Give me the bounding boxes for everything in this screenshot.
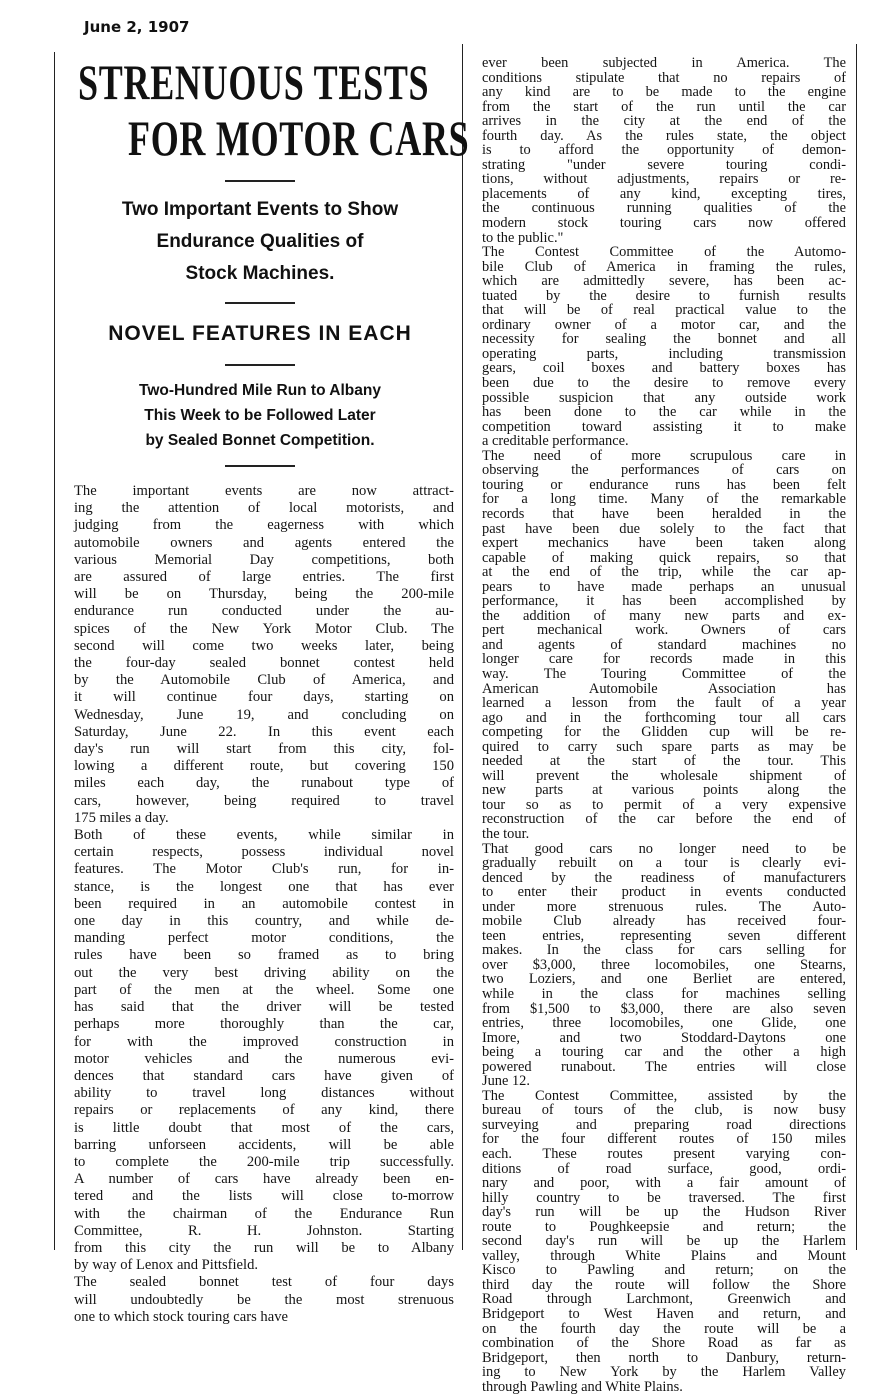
text-line: rules have been so framed as to bring [74,947,454,964]
text-line: automobile owners and agents entered the [74,534,454,551]
text-line: being a touring car and the other a high [482,1045,846,1060]
text-line: combination of the Shore Road as far as [482,1336,846,1351]
text-line: will prevent the wholesale shipment of [482,768,846,784]
text-line: dences that standard cars have given of [74,1067,454,1084]
text-line: nary and poor, with a fair amount of [482,1176,846,1191]
text-line: placements of any kind, excepting tires, [482,186,846,202]
paragraph [474,245,846,449]
text-line: barring unforseen accidents, will be able [74,1136,454,1153]
paragraph [66,1274,454,1326]
text-line: the tour. [482,826,530,842]
text-line: second will come two weeks later, being [74,637,454,654]
separator [225,465,295,467]
text-line: has been done to the car while in the [482,405,846,420]
text-line: third day the route will follow the Shore [482,1277,846,1293]
text-line: records that have been heralded in the [482,506,846,522]
right-column [474,56,846,1394]
text-line: on the fourth day the route will be a [482,1321,846,1337]
deck1-line-3: Stock Machines. [185,263,335,284]
text-line: tuated by the desire to furnish results [482,288,846,304]
text-line: over $3,000, three locomobiles, one Stearns, [482,957,846,973]
text-line: will be on Thursday, being the 200-mile [74,586,454,603]
text-line: touring or endurance runs has been felt [482,477,846,493]
text-line: conditions stipulate that no repairs of [482,70,846,86]
paragraph [66,827,454,1274]
text-line: through Pawling and White Plains. [482,1379,683,1394]
text-line: certain respects, possess individual novel [74,844,454,861]
text-line: day's run will start from this city, fol- [74,741,454,758]
text-line: longer care for records made in this [482,652,846,667]
text-line: powered runabout. The entries will close [482,1059,846,1075]
text-line: pears to have made perhaps an unusual [482,579,846,595]
text-line: been required in an automobile contest in [74,895,454,912]
left-column-rule [54,52,55,1250]
text-line: for with the improved construction in [74,1033,454,1050]
text-line: under more strenuous rules. The Auto- [482,899,846,915]
deck-subhead-3 [66,378,454,453]
text-line: endurance run conducted under the au- [74,603,454,620]
text-line: Bridgeport to West Haven and return, and [482,1307,846,1322]
text-line: will undoubtedly be the most strenuous [74,1291,454,1308]
text-line: part of the men at the wheel. Some one [74,981,454,998]
text-line: various Memorial Day competitions, both [74,551,454,568]
deck1-line-2: Endurance Qualities of [156,231,364,252]
text-line: needed at the start of the tour. This [482,754,846,769]
deck3-line-1: Two-Hundred Mile Run to Albany [139,382,381,399]
text-line: ditions of road surface, good, ordi- [482,1161,846,1177]
text-line: learned a lesson from the fault of a year [482,696,846,711]
paragraph [66,483,454,827]
deck3-line-3: by Sealed Bonnet Competition. [145,432,375,449]
text-line: That good cars no longer need to be [482,841,846,857]
text-line: possible suspicion that any outside work [482,390,846,406]
text-line: Committee, R. H. Johnston. Starting [74,1222,454,1239]
text-line: to enter their product in events conducted [482,885,846,900]
text-line: at the end of the trip, while the car ap- [482,565,846,580]
text-line: necessity for sealing the bonnet and all [482,332,846,347]
text-line: fourth day. As the rules state, the object [482,128,846,144]
text-line: new parts at various points along the [482,783,846,798]
text-line: that will be of real practical value to the [482,303,846,318]
text-line: lowing a different route, but covering 150 [74,758,454,775]
text-line: from this city the run will be to Albany [74,1239,454,1256]
text-line: spices of the New York Motor Club. The [74,620,454,637]
deck3-line-2: This Week to be Followed Later [144,407,376,424]
text-line: judging from the eagerness with which [74,517,454,534]
text-line: route to Poughkeepsie and return; the [482,1219,846,1235]
text-line: pert mechanical work. Owners of cars [482,623,846,638]
text-line: bureau of tours of the club, is now busy [482,1103,846,1118]
text-line: competing for the Glidden cup will be re- [482,725,846,740]
text-line: capable of making quick repairs, so that [482,550,846,566]
text-line: hilly country to be traversed. The first [482,1190,846,1206]
text-line: teen entries, representing seven different [482,928,846,944]
text-line: gears, coil boxes and battery boxes has [482,361,846,377]
text-line: strating "under severe touring condi- [482,157,846,173]
text-line: are assured of large entries. The first [74,569,454,586]
text-line: The need of more scrupulous care in [482,448,846,464]
text-line: Road through Larchmont, Greenwich and [482,1292,846,1308]
text-line: competition toward assisting it to make [482,419,846,435]
text-line: The Contest Committee, assisted by the [482,1088,846,1104]
headline-line-1: STRENUOUS TESTS [78,54,430,110]
text-line: Wednesday, June 19, and concluding on [74,706,454,723]
text-line: from the start of the run until the car [482,99,846,115]
paragraph [474,1089,846,1394]
text-line: a creditable performance. [482,434,629,449]
left-column [66,48,470,1326]
right-column-rule [856,44,857,1250]
text-line: June 12. [482,1074,530,1089]
text-line: miles each day, the runabout type of [74,775,454,792]
text-line: ing the attention of local motorists, and [74,500,454,517]
deck-subhead-1 [66,194,454,290]
text-line: Imore, and two Stoddard-Daytons one [482,1030,846,1046]
text-line: for a long time. Many of the remarkable [482,492,846,507]
text-line: ago and in the forthcoming tour all cars [482,710,846,726]
text-line: two Loziers, and one Berliet are entered, [482,972,846,987]
text-line: stance, is the longest one that has ever [74,878,454,895]
text-line: reconstruction of the car before the end of [482,812,846,827]
text-line: quired to carry such spare parts as may be [482,739,846,755]
text-line: ing to New York by the Harlem Valley [482,1365,846,1380]
text-line: by the Automobile Club of America, and [74,672,454,689]
text-line: each. These routes present varying con- [482,1147,846,1162]
text-line: tour so as to permit of a very expensive [482,797,846,813]
text-line: Both of these events, while similar in [74,827,454,844]
text-line: the addition of many new parts and ex- [482,608,846,624]
text-line: arrives in the city at the end of the [482,114,846,129]
headline-line-2: FOR MOTOR CARS [128,110,470,166]
text-line: any kind are to be made to the engine [482,85,846,100]
text-line: one to which stock touring cars have [74,1308,288,1325]
text-line: operating parts, including transmission [482,346,846,362]
article-body-right [474,56,846,1394]
text-line: which are admittedly severe, has been ac- [482,274,846,289]
text-line: denced by the readiness of manufacturers [482,870,846,886]
text-line: The important events are now attract- [74,483,454,499]
text-line: the continuous running qualities of the [482,201,846,217]
text-line: by way of Lenox and Pittsfield. [74,1257,259,1274]
paragraph [474,842,846,1089]
paragraph [474,56,846,245]
text-line: bile Club of America in framing the rules, [482,259,846,275]
text-line: day's run will be up the Hudson River [482,1205,846,1220]
text-line: has said that the driver will be tested [74,999,454,1016]
text-line: manding perfect motor conditions, the [74,930,454,947]
text-line: expert mechanics have been taken along [482,536,846,551]
text-line: Saturday, June 22. In this event each [74,723,454,740]
text-line: been due to the desire to remove every [482,376,846,391]
center-column-rule [462,44,463,1250]
text-line: way. The Touring Committee of the [482,666,846,682]
text-line: mobile Club already has received four- [482,914,846,929]
text-line: performance, it has been accomplished by [482,594,846,609]
text-line: the four-day sealed bonnet contest held [74,655,454,672]
text-line: entries, three locomobiles, one Glide, one [482,1016,846,1031]
text-line: surveying and preparing road directions [482,1117,846,1133]
text-line: tered and the lists will close to-morrow [74,1188,454,1205]
text-line: out the very best driving ability on the [74,964,454,981]
separator [225,364,295,366]
text-line: valley, through White Plains and Mount [482,1248,846,1264]
text-line: cars, however, being required to travel [74,792,454,809]
text-line: to the public." [482,230,564,246]
text-line: motor vehicles and the numerous evi- [74,1050,454,1067]
text-line: modern stock touring cars now offered [482,216,846,231]
text-line: one day in this country, and while de- [74,913,454,930]
text-line: and agents of standard machines no [482,637,846,653]
text-line: repairs or replacements of any kind, there [74,1102,454,1119]
text-line: ordinary owner of a motor car, and the [482,317,846,333]
text-line: American Automobile Association has [482,681,846,697]
text-line: to complete the 200-mile trip successfully. [74,1153,454,1170]
text-line: tions, without adjustments, repairs or re- [482,172,846,187]
deck-subhead-2: NOVEL FEATURES IN EACH [108,322,412,345]
text-line: perhaps more thoroughly than the car, [74,1016,454,1033]
text-line: while in the class for machines selling [482,987,846,1002]
text-line: A number of cars have already been en- [74,1171,454,1188]
text-line: for the four different routes of 150 miles [482,1132,846,1148]
deck1-line-1: Two Important Events to Show [121,199,399,220]
separator [225,180,295,182]
text-line: ever been subjected in America. The [482,56,846,71]
text-line: The Contest Committee of the Automo- [482,245,846,260]
text-line: features. The Motor Club's run, for in- [74,861,454,878]
text-line: ability to travel long distances without [74,1085,454,1102]
text-line: it will continue four days, starting on [74,689,454,706]
text-line: makes. In the class for cars selling for [482,943,846,958]
text-line: Kisco to Pawling and return; on the [482,1263,846,1278]
text-line: past have been due solely to the fact that [482,521,846,537]
article-body-left [66,483,454,1326]
text-line: Bridgeport, then north to Danbury, return- [482,1350,846,1366]
text-line: The sealed bonnet test of four days [74,1274,454,1291]
paragraph [474,449,846,842]
text-line: with the chairman of the Endurance Run [74,1205,454,1222]
dateline: June 2, 1907 [84,18,190,36]
text-line: is little doubt that most of the cars, [74,1119,454,1136]
separator [225,302,295,304]
headline-block [66,48,470,170]
text-line: from $1,500 to $3,000, there are also seven [482,1001,846,1017]
text-line: 175 miles a day. [74,809,169,826]
text-line: is to afford the opportunity of demon- [482,143,846,158]
text-line: gradually rebuilt on a tour is clearly evi- [482,856,846,871]
text-line: second day's run will be up the Harlem [482,1234,846,1249]
text-line: observing the performances of cars on [482,463,846,478]
